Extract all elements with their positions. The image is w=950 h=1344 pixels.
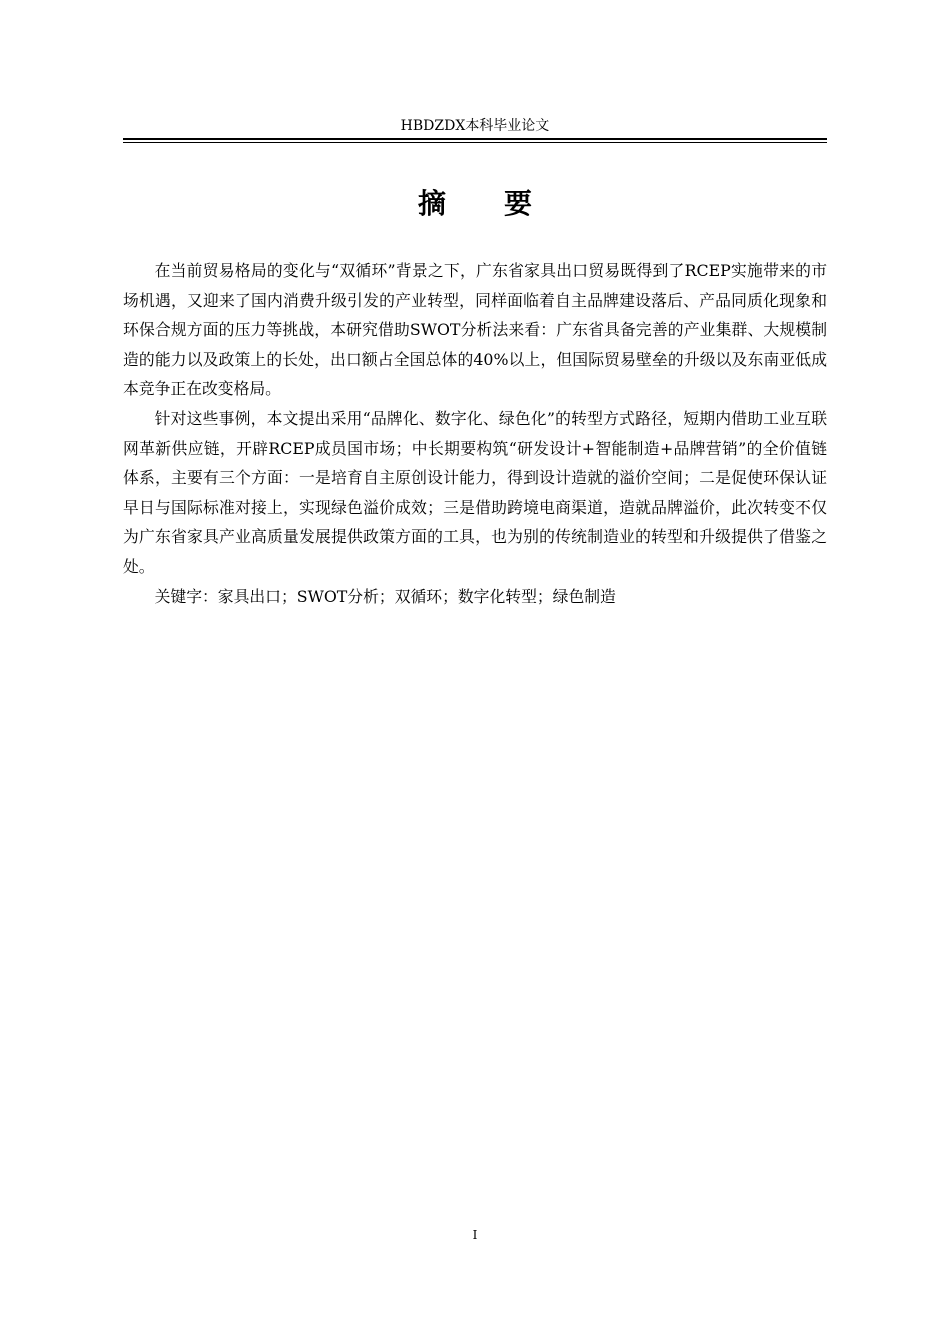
page-number: I	[472, 1228, 478, 1242]
abstract-paragraph: 针对这些事例，本文提出采用“品牌化、数字化、绿色化”的转型方式路径，短期内借助工业互联网革新供应链，开辟RCEP成员国市场；中长期要构筑“研发设计+智能制造+品牌营销”的全价值链体系，主要有三个方面：一是培育自主原创设计能力，得到设计造就的溢价空间；二是促使环保认证早日与国际标准对接上，实现绿色溢价成效；三是借助跨境电商渠道，造就品牌溢价，此次转变不仅为广东省家具产业高质量发展提供政策方面的工具，也为别的传统制造业的转型和升级提供了借鉴之处。	[123, 408, 827, 576]
abstract-title	[123, 186, 827, 222]
header-rule-thin	[123, 142, 827, 143]
header-rule-thick	[123, 138, 827, 140]
abstract-title-char-1: 摘	[417, 187, 446, 220]
running-header: HBDZDX本科毕业论文	[400, 118, 550, 134]
keywords-line: 关键字：家具出口；SWOT分析；双循环；数字化转型；绿色制造	[154, 586, 616, 606]
abstract-paragraph: 在当前贸易格局的变化与“双循环”背景之下，广东省家具出口贸易既得到了RCEP实施带来的市场机遇，又迎来了国内消费升级引发的产业转型，同样面临着自主品牌建设落后、产品同质化现象和环保合规方面的压力等挑战，本研究借助SWOT分析法来看：广东省具备完善的产业集群、大规模制造的能力以及政策上的长处，出口额占全国总体的40%以上，但国际贸易壁垒的升级以及东南亚低成本竞争正在改变格局。	[123, 261, 827, 399]
abstract-body	[123, 256, 827, 611]
abstract-title-char-2: 要	[504, 187, 533, 220]
